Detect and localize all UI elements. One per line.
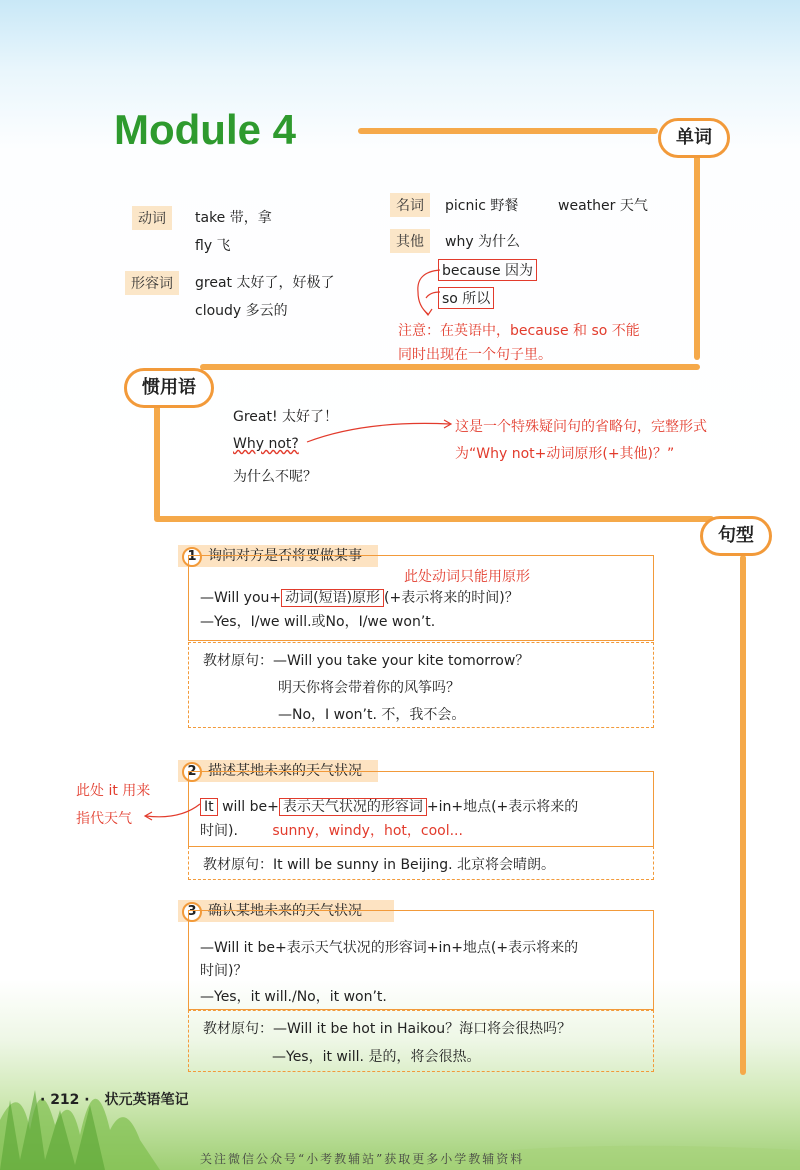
module-title: Module 4 [114,106,297,153]
s3-title: 确认某地未来的天气状况 [208,903,362,919]
s1-l1-a: —Will you+ [200,590,282,606]
verb-tag: 动词 [132,206,172,230]
idiom-arrow [305,416,455,446]
s1-l1-b: (+表示将来的时间)？ [384,590,519,606]
adj-great: great 太好了，好极了 [195,275,335,291]
idiom-note-1: 这是一个特殊疑问句的省略句，完整形式 [455,419,707,435]
adj-tag: 形容词 [125,271,179,295]
s1-num: 1 [182,547,202,567]
s2-line-1 [200,796,578,816]
adj-cloudy: cloudy 多云的 [195,303,288,319]
watermark-text: 关注微信公众号“小考教辅站”获取更多小学教辅资料 [200,1152,525,1166]
idiom-great: Great! 太好了！ [233,409,339,425]
s1-ex-3: —No，I won’t. 不，我不会。 [278,707,466,723]
s3-ex-2: —Yes，it will. 是的，将会很热。 [272,1049,481,1065]
idiom-translation: 为什么不呢？ [233,469,317,485]
s1-line-2: —Yes，I/we will.或No，I/we won’t. [200,614,436,630]
noun-picnic: picnic 野餐 [445,198,519,214]
s1-note: 此处动词只能用原形 [404,569,530,585]
divider-top [358,128,658,134]
s1-l1-box: 动词(短语)原形 [281,589,384,607]
s3-ex-1: 教材原句：—Will it be hot in Haikou？海口将会很热吗？ [203,1021,572,1037]
words-label: 单词 [658,118,730,158]
other-because: because 因为 [438,259,537,281]
s3-line-3: —Yes，it will./No，it won’t. [200,989,387,1005]
s2-title: 描述某地未来的天气状况 [208,763,362,779]
s2-it: It [200,798,218,816]
vocab-note-1: 注意：在英语中，because 和 so 不能 [398,323,640,339]
s2-line-2 [200,820,463,840]
s3-line-2: 时间)？ [200,963,248,979]
idiom-why-not: Why not? [233,436,299,452]
sentences-label: 句型 [700,516,772,556]
s1-title: 询问对方是否将要做某事 [208,548,362,564]
s2-num: 2 [182,762,202,782]
divider-mid-1 [200,364,700,370]
s1-ex-1: 教材原句：—Will you take your kite tomorrow？ [203,653,530,669]
page-number: · 212 · [40,1092,90,1108]
divider-right-1 [694,150,700,360]
s2-arrow [140,800,202,824]
other-so: so 所以 [438,287,494,309]
divider-right-2 [740,555,746,1075]
s2-l1-box: 表示天气状况的形容词 [279,798,427,816]
noun-weather: weather 天气 [558,198,648,214]
other-tag: 其他 [390,229,430,253]
s2-l1-b: +in+地点(+表示将来的 [426,799,579,815]
divider-left [154,400,160,520]
s1-ex-2: 明天你将会带着你的风筝吗？ [278,680,460,696]
other-why: why 为什么 [445,234,521,250]
s2-side-note-2: 指代天气 [76,811,132,827]
footer [40,1089,188,1109]
s2-side-note-1: 此处 it 用来 [76,783,151,799]
s2-l1-a: will be+ [217,799,279,815]
s2-l2-red: sunny，windy，hot，cool... [272,823,463,839]
verb-take: take 带，拿 [195,210,272,226]
because-so-arrow [410,262,444,318]
divider-mid-2 [154,516,714,522]
vocab-note-2: 同时出现在一个句子里。 [398,347,552,363]
book-title: 状元英语笔记 [104,1092,189,1108]
idiom-note-2: 为“Why not+动词原形(+其他)？” [455,446,675,462]
s3-line-1: —Will it be+表示天气状况的形容词+in+地点(+表示将来的 [200,940,579,956]
s1-line-1 [200,587,519,607]
s3-num: 3 [182,902,202,922]
noun-tag: 名词 [390,193,430,217]
s2-l2: 时间). [200,823,238,839]
verb-fly: fly 飞 [195,238,231,254]
s2-ex-1: 教材原句：It will be sunny in Beijing. 北京将会晴朗。 [203,857,555,873]
idioms-label: 惯用语 [124,368,214,408]
